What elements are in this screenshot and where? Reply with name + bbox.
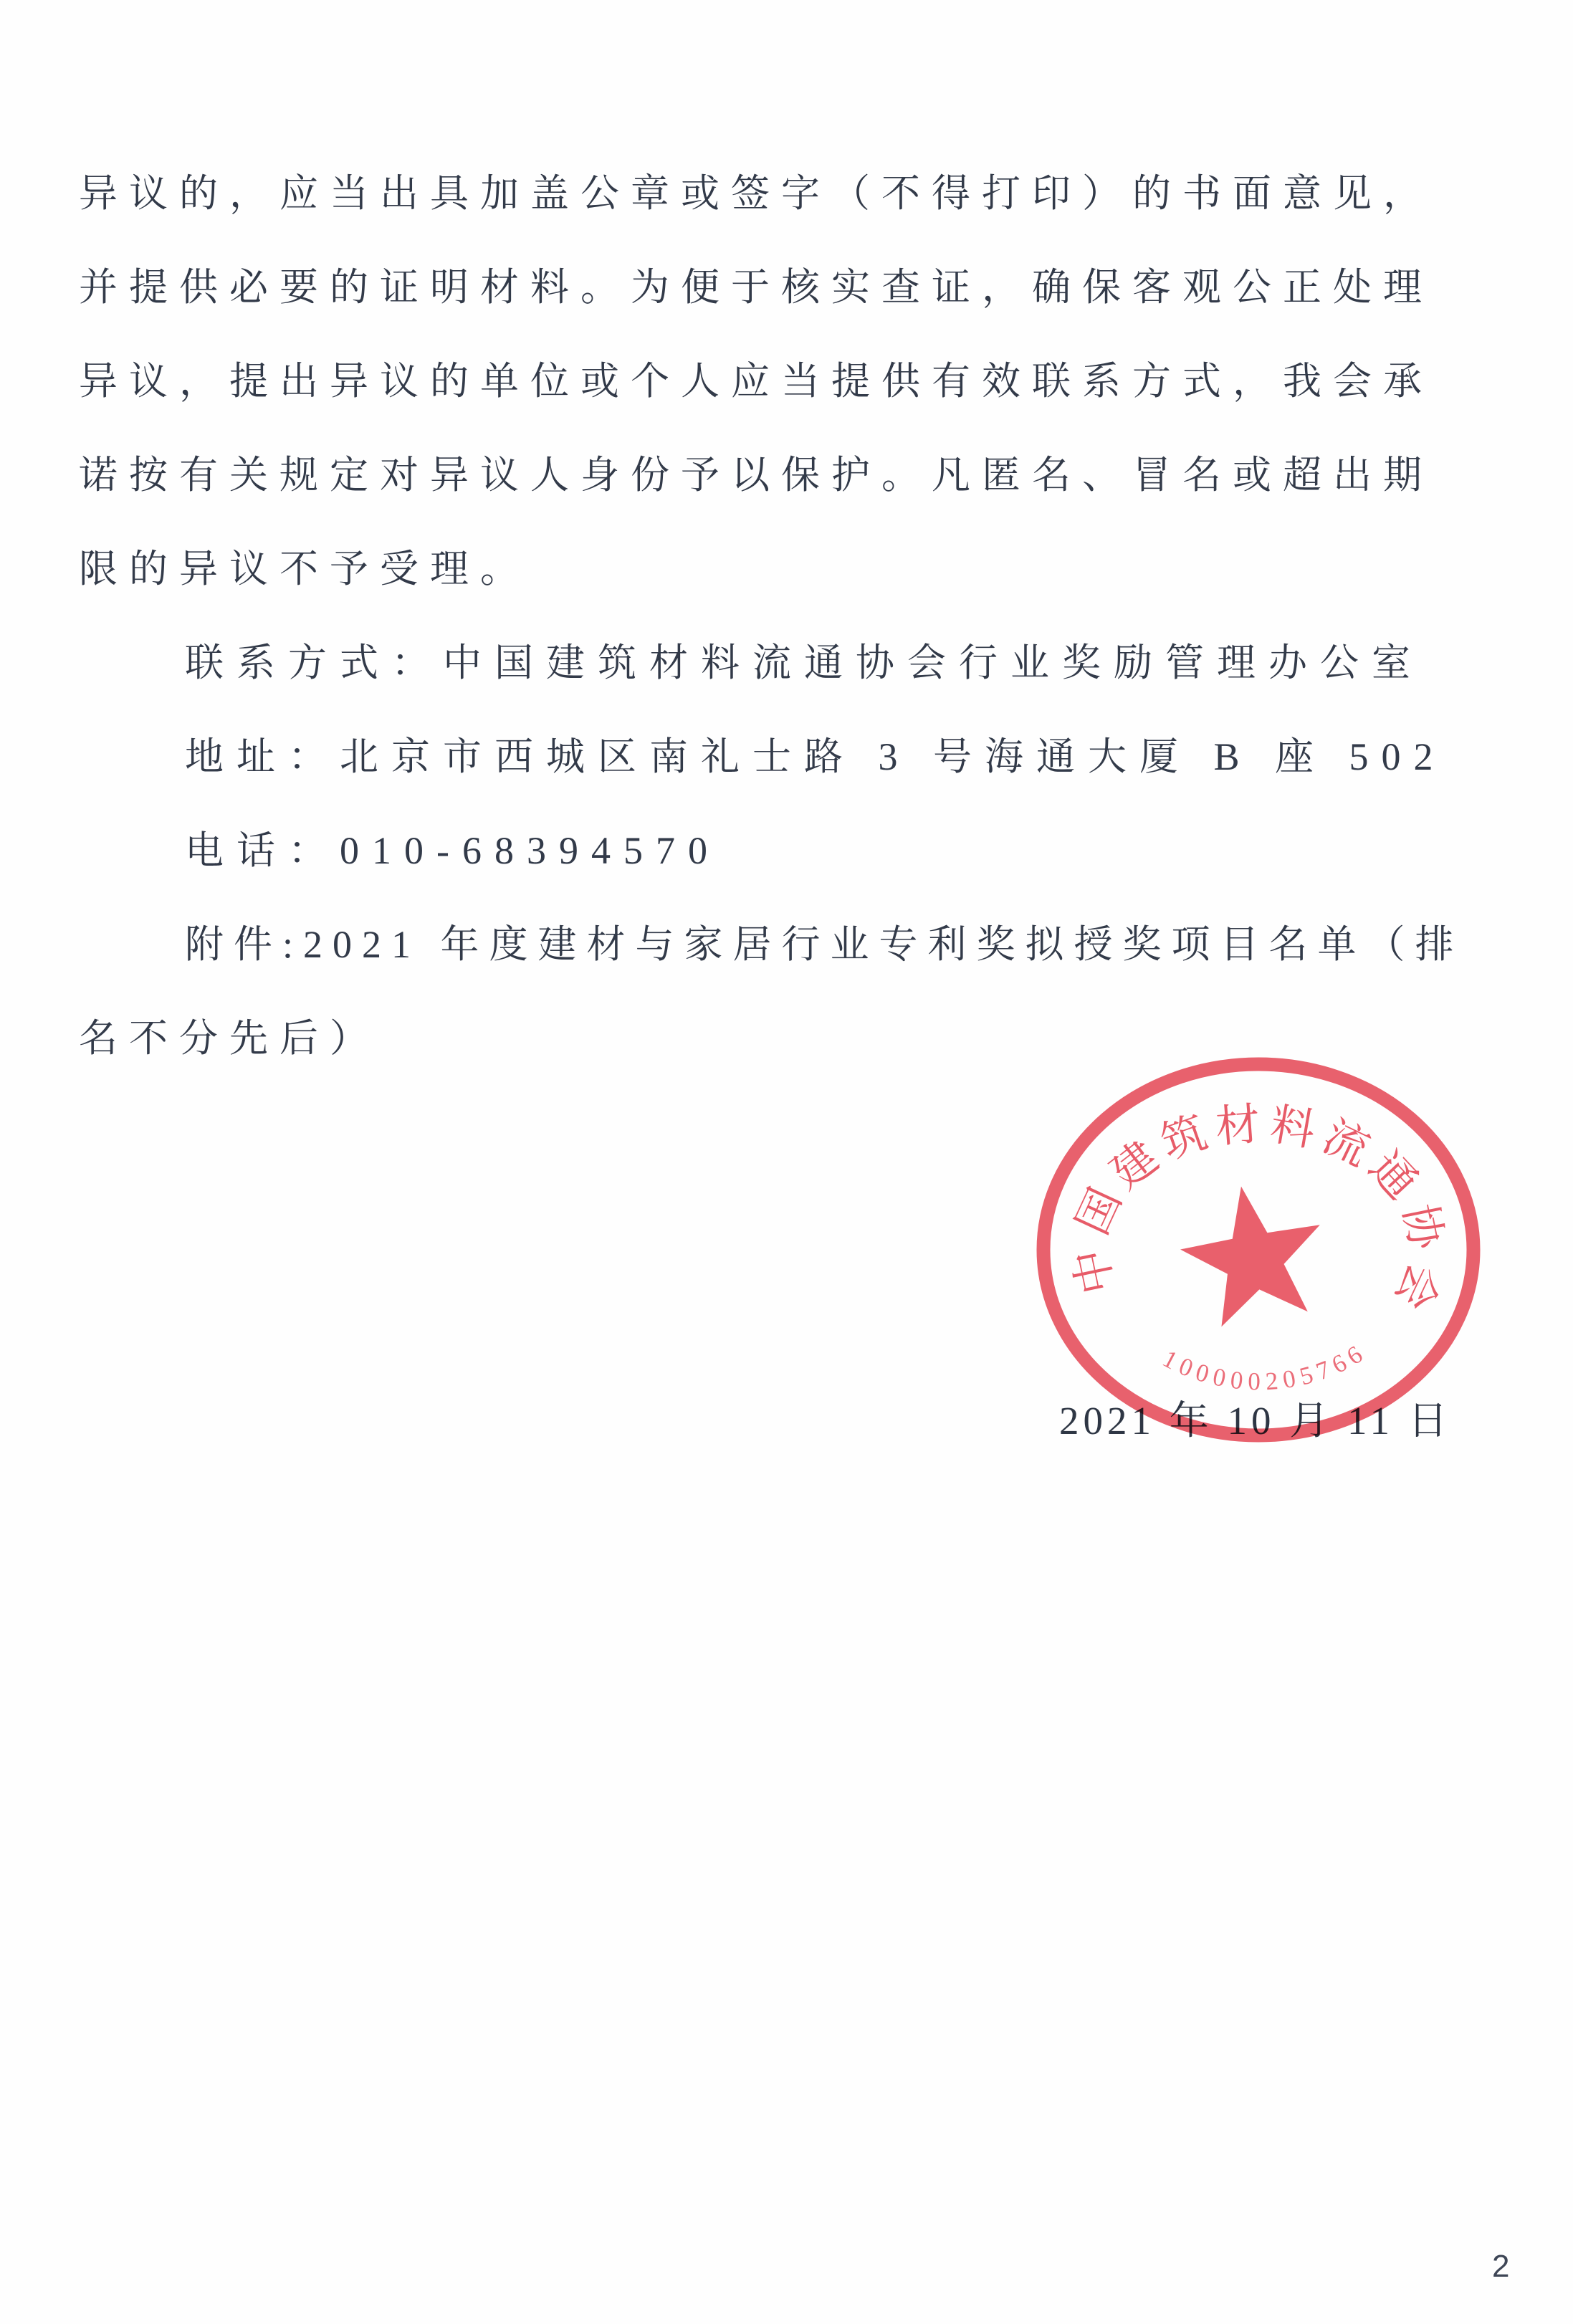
body-line: 限的异议不予受理。 <box>79 547 530 590</box>
attachment-line-continued: 名不分先后） <box>79 1017 380 1060</box>
letter-body <box>79 147 1498 1086</box>
body-line: 诺按有关规定对异议人身份予以保护。凡匿名、冒名或超出期 <box>79 454 1433 497</box>
contact-line: 联系方式：中国建筑材料流通协会行业奖励管理办公室 <box>185 641 1423 684</box>
address-line: 地址：北京市西城区南礼士路 3 号海通大厦 B 座 502 <box>185 735 1446 778</box>
body-line: 并提供必要的证明材料。为便于核实查证，确保客观公正处理 <box>79 266 1433 309</box>
official-seal <box>1021 1043 1494 1494</box>
body-line: 异议，提出异议的单位或个人应当提供有效联系方式，我会承 <box>79 360 1433 403</box>
page-number: 2 <box>1492 2249 1510 2284</box>
seal-serial-number: 100000205766 <box>1158 1336 1372 1396</box>
seal-star-icon <box>1172 1174 1334 1331</box>
phone-line: 电话：010-68394570 <box>185 829 720 872</box>
attachment-line: 附件:2021 年度建材与家居行业专利奖拟授奖项目名单（排 <box>185 923 1464 966</box>
signature-date: 2021 年 10 月 11 日 <box>1059 1399 1452 1443</box>
seal-organization-text: 中国建筑材料流通协会 <box>1065 1099 1452 1324</box>
body-line: 异议的，应当出具加盖公章或签字（不得打印）的书面意见， <box>79 172 1433 215</box>
